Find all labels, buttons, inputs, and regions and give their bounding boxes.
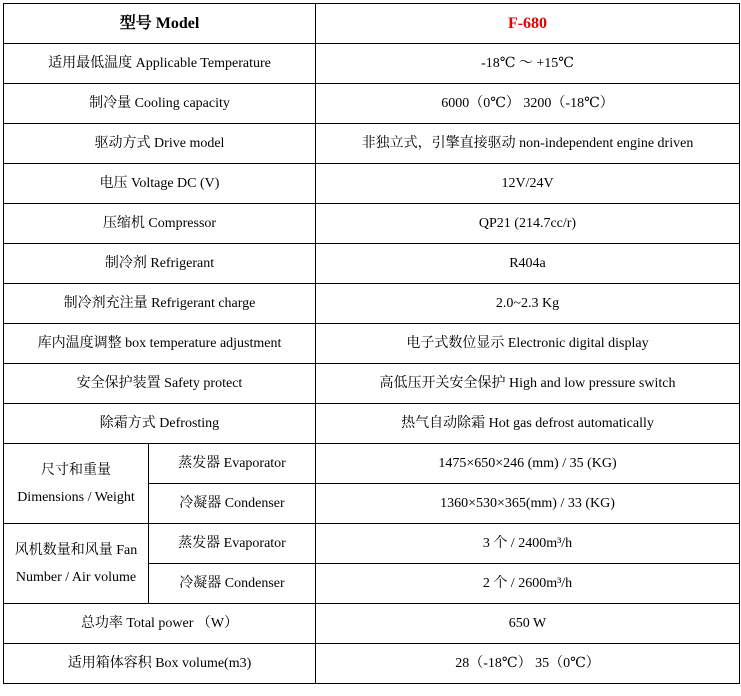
table-row [4,364,740,404]
row-value: 高低压开关安全保护 High and low pressure switch [316,364,740,404]
row-label: 电压 Voltage DC (V) [4,164,316,204]
model-label: 型号 Model [4,4,316,44]
model-value: F-680 [316,4,740,44]
spec-table [3,3,740,684]
row-label: 安全保护装置 Safety protect [4,364,316,404]
row-label: 驱动方式 Drive model [4,124,316,164]
row-value: 3 个 / 2400m³/h [316,524,740,564]
row-label: 库内温度调整 box temperature adjustment [4,324,316,364]
table-row [4,244,740,284]
table-row [4,524,740,564]
row-value: 1475×650×246 (mm) / 35 (KG) [316,444,740,484]
row-label: 压缩机 Compressor [4,204,316,244]
row-label: 总功率 Total power （W） [4,604,316,644]
table-row [4,604,740,644]
sub-row-label: 蒸发器 Evaporator [149,524,316,564]
sub-row-label: 冷凝器 Condenser [149,564,316,604]
table-row [4,204,740,244]
row-value: 2.0~2.3 Kg [316,284,740,324]
row-value: 电子式数位显示 Electronic digital display [316,324,740,364]
table-row [4,124,740,164]
row-label: 制冷剂充注量 Refrigerant charge [4,284,316,324]
row-value: 2 个 / 2600m³/h [316,564,740,604]
sub-row-label: 冷凝器 Condenser [149,484,316,524]
row-value: 12V/24V [316,164,740,204]
table-row [4,404,740,444]
table-row [4,324,740,364]
row-label: 除霜方式 Defrosting [4,404,316,444]
table-row [4,84,740,124]
row-label: 适用最低温度 Applicable Temperature [4,44,316,84]
sub-row-label: 蒸发器 Evaporator [149,444,316,484]
row-value: 28（-18℃） 35（0℃） [316,644,740,684]
row-label: 适用箱体容积 Box volume(m3) [4,644,316,684]
table-row [4,4,740,44]
row-value: R404a [316,244,740,284]
row-value: 650 W [316,604,740,644]
dimensions-group-label: 尺寸和重量 Dimensions / Weight [4,444,149,524]
fan-group-label: 风机数量和风量 Fan Number / Air volume [4,524,149,604]
table-row [4,164,740,204]
row-value: 1360×530×365(mm) / 33 (KG) [316,484,740,524]
table-row [4,284,740,324]
row-value: 热气自动除霜 Hot gas defrost automatically [316,404,740,444]
row-value: -18℃ ～ +15℃ [316,44,740,84]
table-row [4,44,740,84]
row-value: QP21 (214.7cc/r) [316,204,740,244]
row-value: 非独立式，引擎直接驱动 non-independent engine driven [316,124,740,164]
row-value: 6000（0℃） 3200（-18℃） [316,84,740,124]
table-row [4,444,740,484]
row-label: 制冷量 Cooling capacity [4,84,316,124]
row-label: 制冷剂 Refrigerant [4,244,316,284]
table-row [4,644,740,684]
